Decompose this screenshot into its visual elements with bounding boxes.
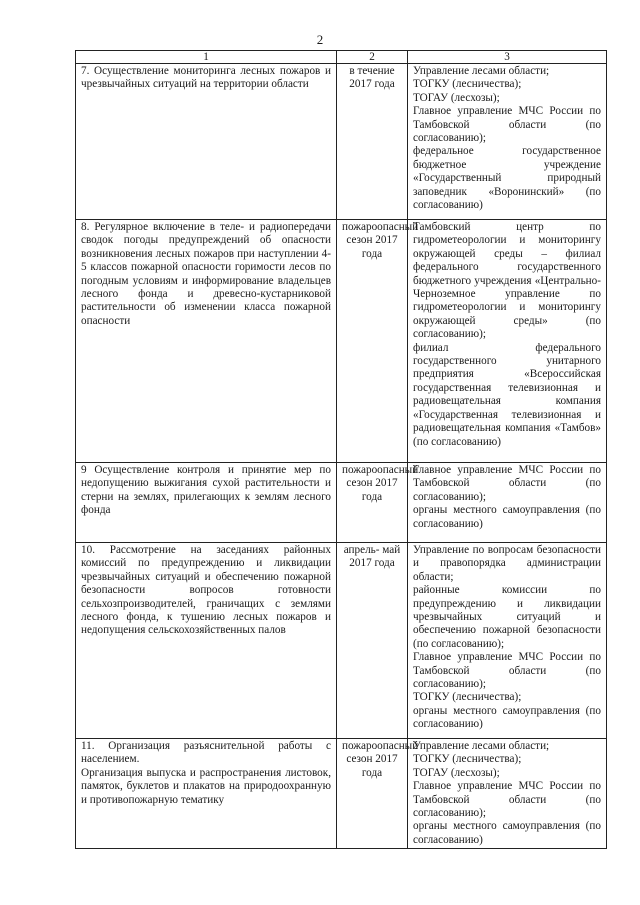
- executors-cell: [408, 220, 607, 463]
- period-cell: пожароопасный сезон 2017 года: [337, 739, 408, 849]
- activity-cell: [76, 220, 337, 463]
- column-header-3: 3: [408, 51, 607, 64]
- executor-item: Главное управление МЧС России по Тамбовской области (по согласованию);: [413, 651, 601, 691]
- executors-cell: [408, 64, 607, 220]
- executor-item: органы местного самоуправления (по согласованию): [413, 704, 601, 731]
- executor-item: Управление по вопросам безопасности и правопорядка администрации области;: [413, 544, 601, 583]
- executor-item: ТОГКУ (лесничества);: [413, 753, 522, 766]
- executor-item: Управление лесами области;: [413, 65, 550, 77]
- table-row: [76, 64, 607, 220]
- activity-text: 7. Осуществление мониторинга лесных пожаров и чрезвычайных ситуаций на территории области: [81, 65, 331, 91]
- executors-cell: [408, 739, 607, 849]
- executor-item: органы местного самоуправления (по согласованию): [413, 504, 601, 530]
- executor-item: ТОГАУ (лесхозы);: [413, 766, 500, 779]
- executor-item: федеральное государственное бюджетное учреждение «Государственный природный заповедник «Воронинский» (по согласованию): [413, 145, 601, 212]
- activity-text: 10. Рассмотрение на заседаниях районных комиссий по предупреждению и ликвидации чрезвычайных ситуаций и обеспечению пожарной безопасности вопросов готовности сельхозпроизводителей, граничащих с землями лесного фонда, к тушению лесных пожаров и недопущения сельскохозяйственных палов: [81, 544, 331, 637]
- executor-item: районные комиссии по предупреждению и ликвидации чрезвычайных ситуаций и обеспечению пожарной безопасности (по согласованию);: [413, 584, 601, 650]
- table-row: [76, 543, 607, 739]
- activity-cell: [76, 739, 337, 849]
- executor-item: Главное управление МЧС России по Тамбовской области (по согласованию);: [413, 464, 601, 503]
- table-row: [76, 220, 607, 463]
- activity-text: Организация выпуска и распространения листовок, памяток, буклетов и плакатов на природоохранную и противопожарную тематику: [81, 766, 331, 806]
- table-row: [76, 739, 607, 849]
- column-header-2: 2: [337, 51, 408, 64]
- executor-item: филиал федерального государственного унитарного предприятия «Всероссийская государственная телевизионная и радиовещательная компания «Государственная телевизионная и радиовещательная компания «Тамбов» (по согласованию): [413, 341, 601, 448]
- executor-item: ТОГКУ (лесничества);: [413, 78, 522, 91]
- column-header-1: 1: [76, 51, 337, 64]
- executor-item: органы местного самоуправления (по согласованию): [413, 820, 601, 846]
- executors-cell: [408, 463, 607, 543]
- activity-cell: [76, 543, 337, 739]
- period-cell: в течение 2017 года: [337, 64, 408, 220]
- period-cell: пожароопасный сезон 2017 года: [337, 463, 408, 543]
- activity-text: 8. Регулярное включение в теле- и радиопередачи сводок погоды предупреждений об опасности возникновения лесных пожаров при наступлении 4-5 классов пожарной опасности горимости лесов по погодным условиям и информирование владельцев лесного фонда и древесно-кустарниковой растительности об изменении класса пожарной опасности: [81, 221, 331, 327]
- executor-item: ТОГКУ (лесничества);: [413, 691, 522, 704]
- activity-cell: [76, 463, 337, 543]
- table-row: [76, 463, 607, 543]
- executor-item: Тамбовский центр по гидрометеорологии и мониторингу окружающей среды – филиал федерального государственного бюджетного учреждения «Центрально- Черноземное управление по гидрометеорологии и мониторингу окружающей среды» (по согласованию);: [413, 221, 601, 341]
- executor-item: Главное управление МЧС России по Тамбовской области (по согласованию);: [413, 105, 601, 145]
- executor-item: ТОГАУ (лесхозы);: [413, 91, 500, 104]
- activity-text: 11. Организация разъяснительной работы с населением.: [81, 740, 331, 766]
- executor-item: Главное управление МЧС России по Тамбовской области (по согласованию);: [413, 780, 601, 820]
- table-header-row: [76, 51, 607, 64]
- activity-text: 9 Осуществление контроля и принятие мер по недопущению выжигания сухой растительности и стерни на землях, прилегающих к землям лесного фонда: [81, 464, 331, 517]
- page-number: 2: [316, 32, 324, 47]
- period-cell: апрель- май 2017 года: [337, 543, 408, 739]
- executor-item: Управление лесами области;: [413, 740, 550, 752]
- activity-cell: [76, 64, 337, 220]
- measures-table: [75, 50, 607, 849]
- executors-cell: [408, 543, 607, 739]
- period-cell: пожароопасный сезон 2017 года: [337, 220, 408, 463]
